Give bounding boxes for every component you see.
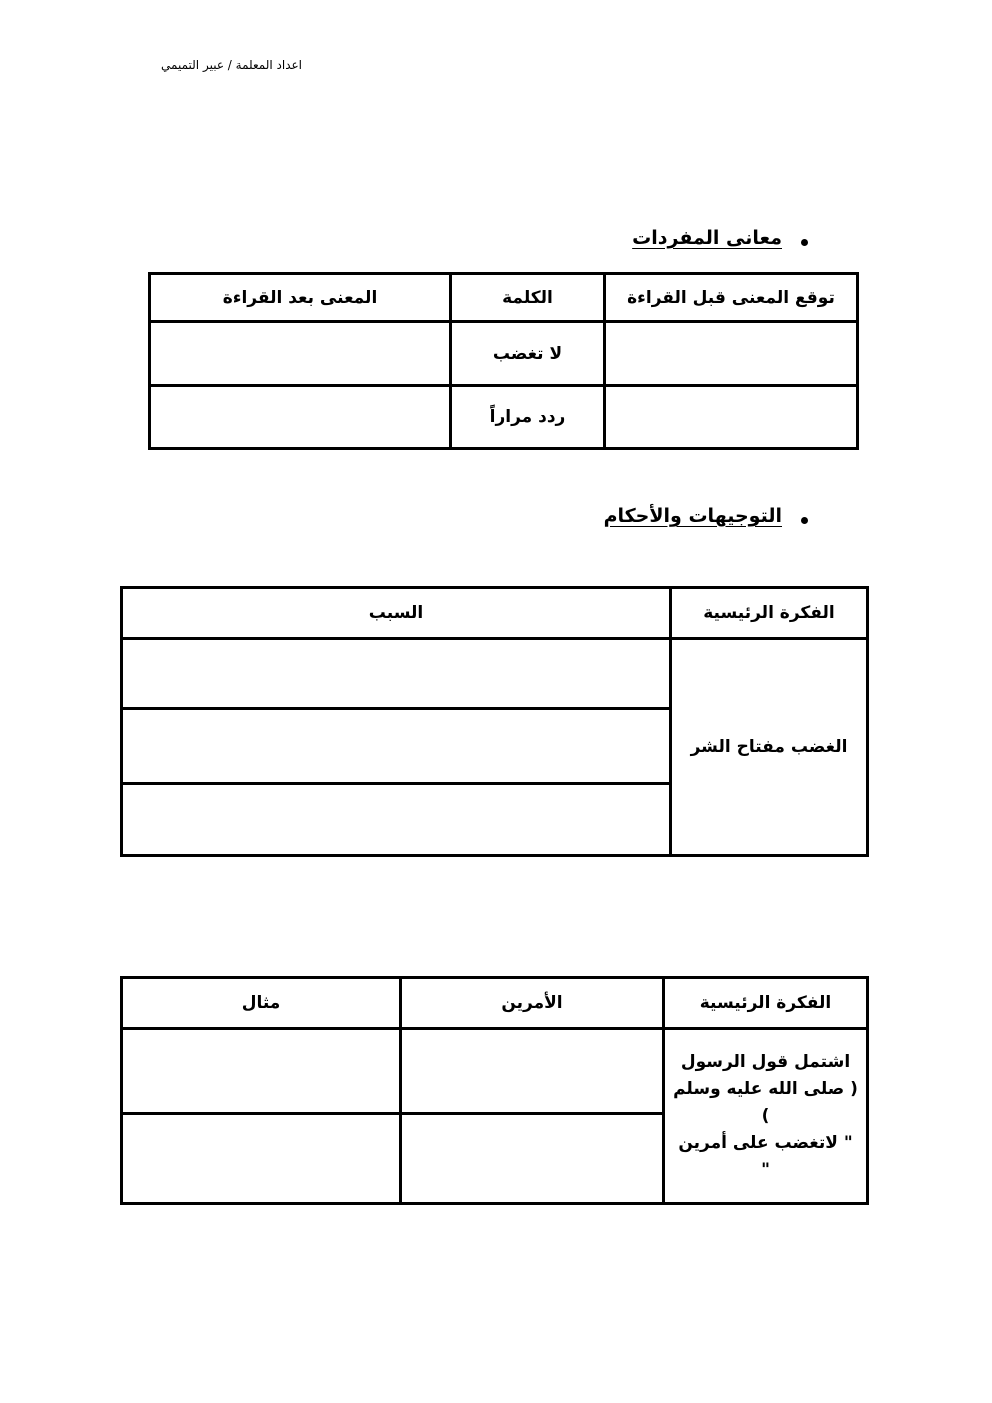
header-after-reading: المعنى بعد القراءة — [150, 274, 451, 322]
word-cell-2: ردد مراراً — [451, 386, 605, 449]
guidance-heading: التوجيهات والأحكام — [603, 505, 782, 527]
header-main-idea: الفكرة الرئيسية — [671, 588, 868, 639]
example-cell-1[interactable] — [122, 1029, 401, 1114]
header-main-idea-2: الفكرة الرئيسية — [664, 978, 868, 1029]
reason-cell-3[interactable] — [122, 784, 671, 856]
matters-table — [120, 976, 869, 1205]
reason-table — [120, 586, 869, 857]
idea-line-1: اشتمل قول الرسول — [680, 1051, 851, 1072]
bullet-icon — [801, 517, 808, 524]
idea-line-2: ( صلى الله عليه وسلم ) — [673, 1078, 858, 1126]
matter-cell-2[interactable] — [401, 1114, 664, 1204]
header-word: الكلمة — [451, 274, 605, 322]
idea-line-3: " لاتغضب على أمرين " — [678, 1132, 853, 1180]
vocab-heading: معانى المفردات — [632, 227, 782, 249]
vocab-table — [148, 272, 859, 450]
bullet-icon — [801, 239, 808, 246]
header-two-matters: الأمرين — [401, 978, 664, 1029]
word-cell-1: لا تغضب — [451, 322, 605, 386]
after-reading-cell-2[interactable] — [150, 386, 451, 449]
reason-cell-2[interactable] — [122, 709, 671, 784]
header-example: مثال — [122, 978, 401, 1029]
main-idea-cell-2 — [664, 1029, 868, 1204]
header-reason: السبب — [122, 588, 671, 639]
before-reading-cell-1[interactable] — [605, 322, 858, 386]
matter-cell-1[interactable] — [401, 1029, 664, 1114]
header-before-reading: توقع المعنى قبل القراءة — [605, 274, 858, 322]
reason-cell-1[interactable] — [122, 639, 671, 709]
author-credit: اعداد المعلمة / عبير التميمي — [161, 58, 302, 72]
after-reading-cell-1[interactable] — [150, 322, 451, 386]
main-idea-cell: الغضب مفتاح الشر — [671, 639, 868, 856]
before-reading-cell-2[interactable] — [605, 386, 858, 449]
example-cell-2[interactable] — [122, 1114, 401, 1204]
